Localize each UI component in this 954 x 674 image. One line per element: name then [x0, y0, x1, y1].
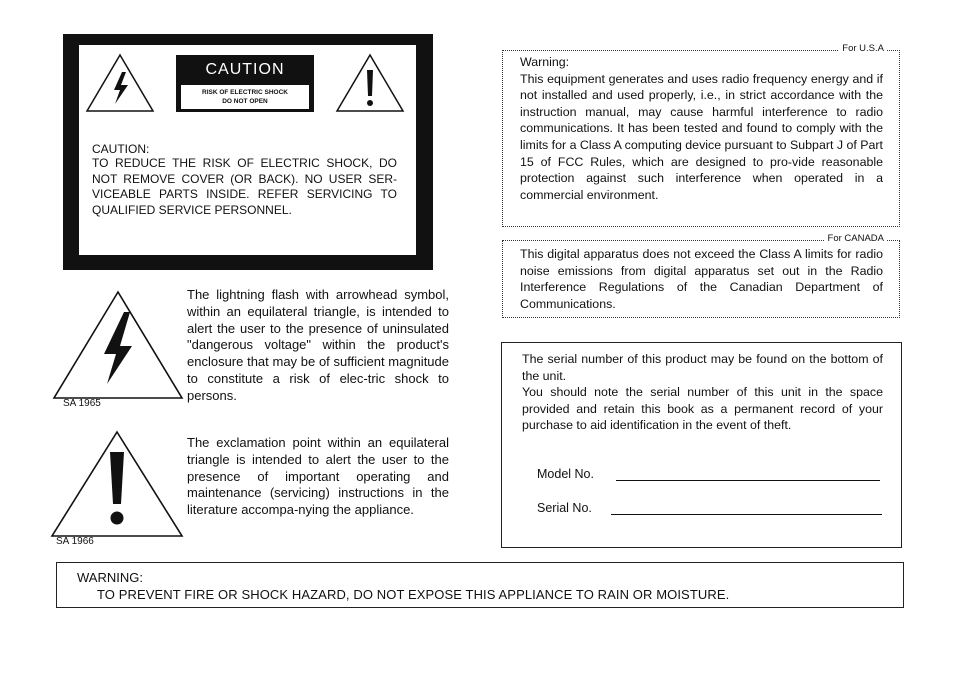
lightning-symbol-description: The lightning flash with arrowhead symbol, within an equilateral triangle, is intended to alert the user to the presence of uninsulated "dangerous voltage" within the product's enclosure that may be of sufficient magnitude to constitute a risk of elec-tric shock to persons. — [187, 287, 449, 403]
caution-banner-line1: RISK OF ELECTRIC SHOCK — [202, 89, 288, 96]
exclamation-triangle-icon — [50, 430, 184, 540]
caution-banner-subtitle — [181, 85, 309, 109]
exclamation-small-icon — [334, 52, 406, 114]
caution-banner-line2: DO NOT OPEN — [222, 98, 268, 105]
canada-notice-body: This digital apparatus does not exceed the Class A limits for radio noise emissions from digital apparatus set out in the Radio Interference Regulations of the Canadian Department of Communications. — [520, 247, 883, 311]
serial-number-field[interactable] — [611, 514, 882, 515]
serial-record-text: You should note the serial number of this unit in the space provided and retain this book as a permanent record of your purchase to aid identification in the event of theft. — [522, 385, 883, 433]
serial-number-label: Serial No. — [537, 501, 592, 515]
lightning-symbol-code: SA 1965 — [63, 398, 101, 409]
caution-banner-title: CAUTION — [205, 61, 285, 78]
usa-warning-heading: Warning: — [520, 55, 570, 69]
serial-location-text: The serial number of this product may be found on the bottom of the unit. — [522, 352, 883, 383]
bottom-warning-body: TO PREVENT FIRE OR SHOCK HAZARD, DO NOT EXPOSE THIS APPLIANCE TO RAIN OR MOISTURE. — [97, 587, 730, 602]
serial-number-instructions — [522, 351, 883, 434]
canada-region-label: For CANADA — [825, 233, 887, 244]
exclamation-symbol-description: The exclamation point within an equilateral triangle is intended to alert the user to the presence of important operating and maintenance (servicing) instructions in the literature accompa-nying the appliance. — [187, 435, 449, 518]
lightning-triangle-icon — [52, 290, 184, 402]
usa-notice — [520, 54, 883, 203]
model-number-field[interactable] — [616, 480, 880, 481]
usa-region-label: For U.S.A — [839, 43, 887, 54]
usa-warning-body: This equipment generates and uses radio frequency energy and if not installed and used properly, i.e., in strict accordance with the instruction manual, may cause harmful interference to radio communications. It has been tested and found to comply with the limits for a Class A computing device pursuant to Subpart J of Part 15 of FCC Rules, which are designed to pro-vide reasonable protection against such interference when operated in a commercial environment. — [520, 71, 883, 202]
bottom-warning-title: WARNING: — [77, 570, 143, 585]
model-number-label: Model No. — [537, 467, 594, 481]
exclamation-symbol-code: SA 1966 — [56, 536, 94, 547]
lightning-small-icon — [84, 52, 156, 114]
caution-heading: CAUTION: — [92, 142, 150, 156]
caution-body: TO REDUCE THE RISK OF ELECTRIC SHOCK, DO NOT REMOVE COVER (OR BACK). NO USER SER-VICEABLE PARTS INSIDE. REFER SERVICING TO QUALIFIED SERVICE PERSONNEL. — [92, 156, 397, 217]
caution-banner — [176, 55, 314, 112]
